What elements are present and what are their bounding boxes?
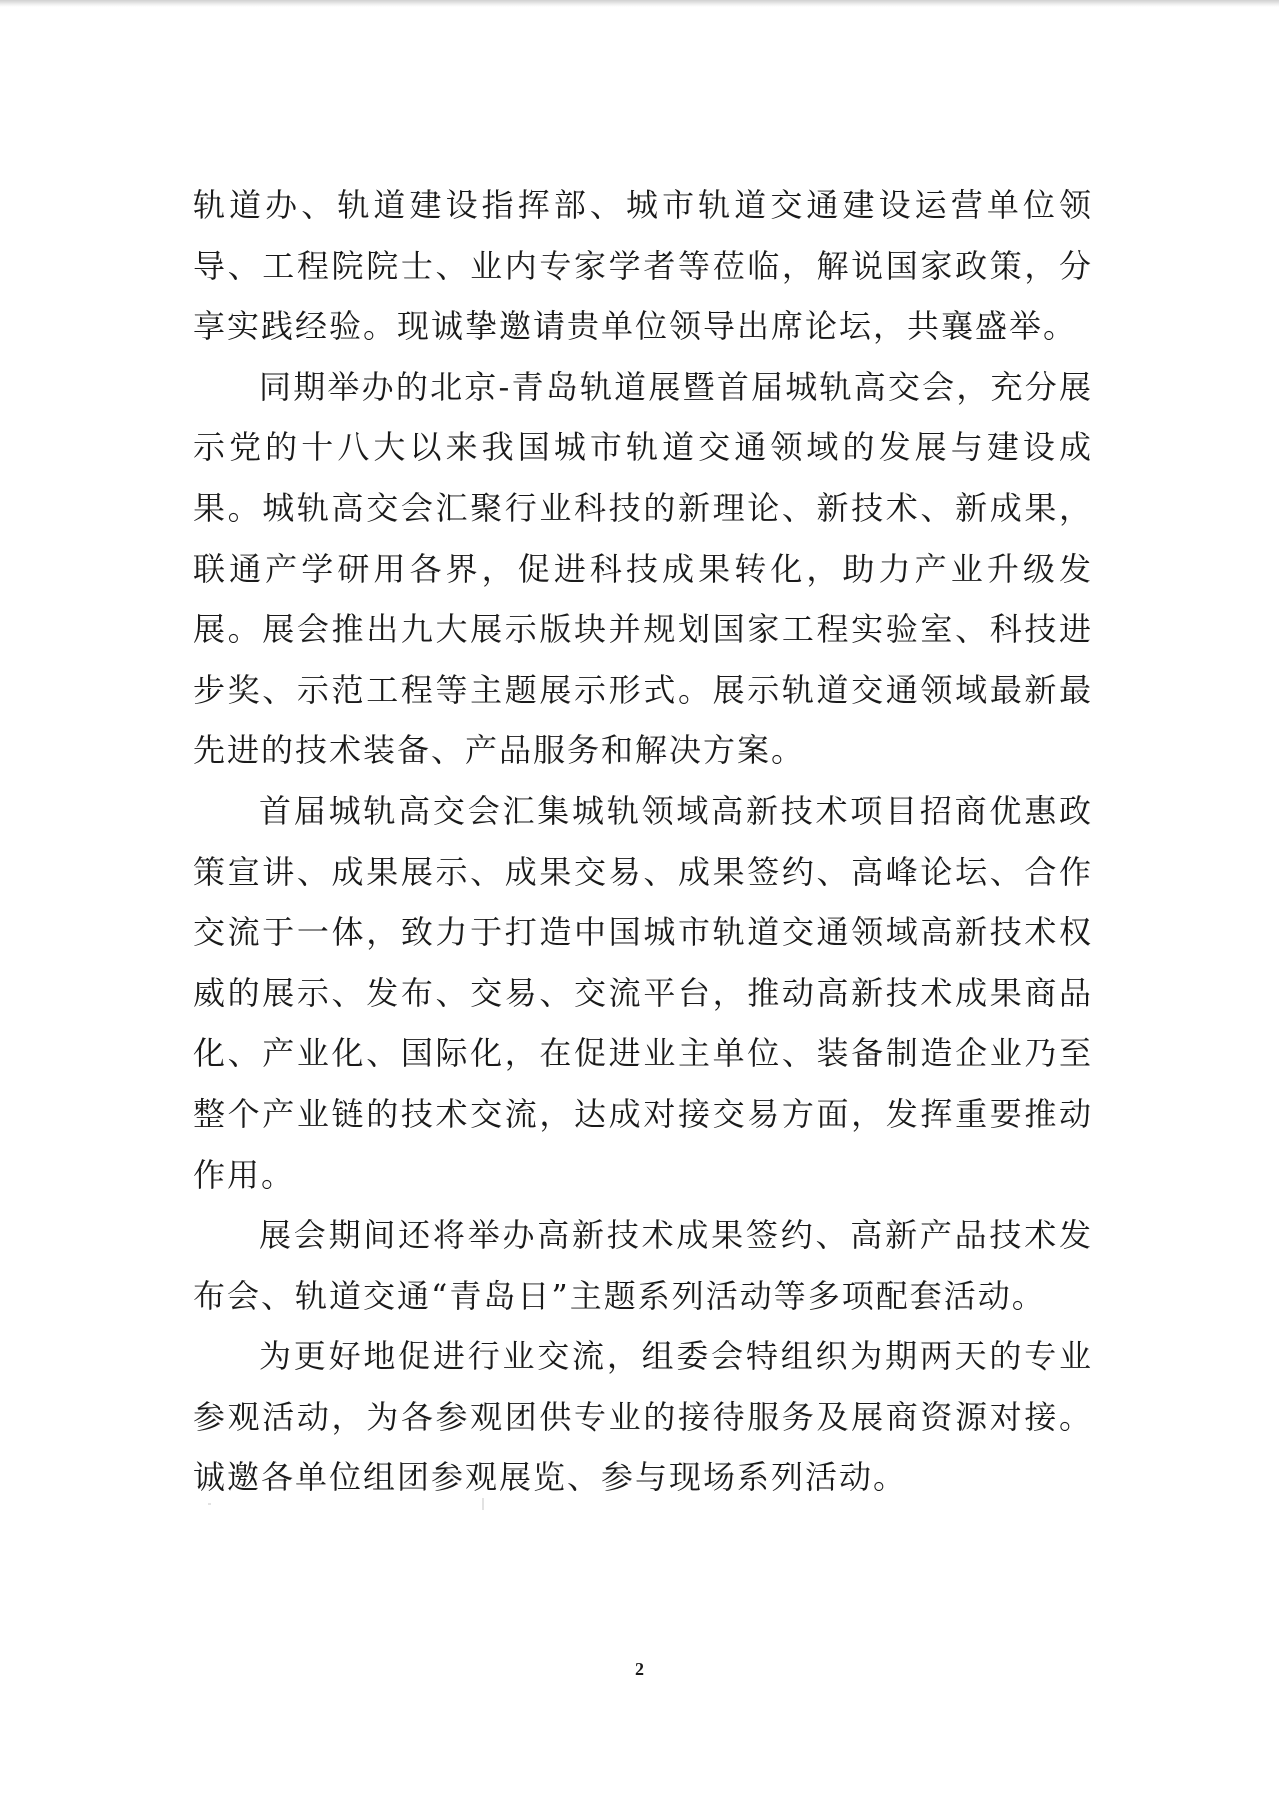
paragraph-visit-invitation: 为更好地促进行业交流，组委会特组织为期两天的专业参观活动，为各参观团供专业的接待服务及展商资源对接。诚邀各单位组团参观展览、参与现场系列活动。 <box>193 1337 1093 1497</box>
document-body <box>193 175 1093 1508</box>
paragraph-continued: 轨道办、轨道建设指挥部、城市轨道交通建设运营单位领导、工程院院士、业内专家学者等莅临，解说国家政策，分享实践经验。现诚挚邀请贵单位领导出席论坛，共襄盛举。 <box>193 186 1093 346</box>
scan-top-edge <box>0 0 1279 7</box>
paragraph-expo-intro: 同期举办的北京-青岛轨道展暨首届城轨高交会，充分展示党的十八大以来我国城市轨道交通领域的发展与建设成果。城轨高交会汇聚行业科技的新理论、新技术、新成果，联通产学研用各界，促进科技成果转化，助力产业升级发展。展会推出九大展示版块并规划国家工程实验室、科技进步奖、示范工程等主题展示形式。展示轨道交通领域最新最先进的技术装备、产品服务和解决方案。 <box>193 367 1093 770</box>
paragraph-expo-scope: 首届城轨高交会汇集城轨领域高新技术项目招商优惠政策宣讲、成果展示、成果交易、成果签约、高峰论坛、合作交流于一体，致力于打造中国城市轨道交通领域高新技术权威的展示、发布、交易、交流平台，推动高新技术成果商品化、产业化、国际化，在促进业主单位、装备制造企业乃至整个产业链的技术交流，达成对接交易方面，发挥重要推动作用。 <box>193 791 1093 1194</box>
scan-speck <box>482 1498 484 1510</box>
paragraph-side-events: 展会期间还将举办高新技术成果签约、高新产品技术发布会、轨道交通“青岛日”主题系列活动等多项配套活动。 <box>193 1216 1093 1315</box>
scan-speck <box>208 1503 211 1505</box>
page-number: 2 <box>635 1659 644 1679</box>
